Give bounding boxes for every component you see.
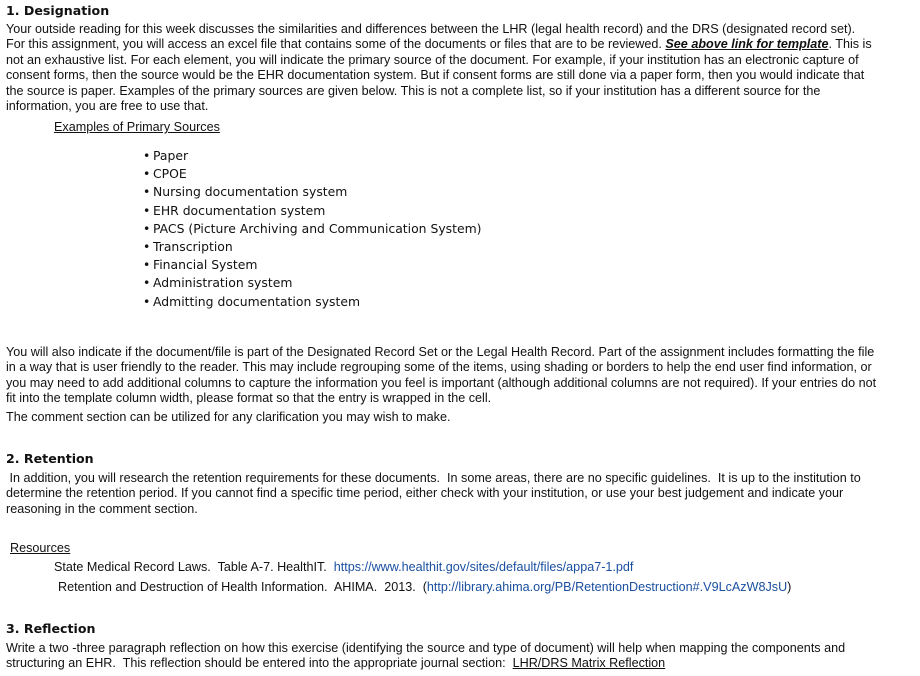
list-item [143,256,482,274]
primary-sources-list [143,147,482,311]
paragraph-line [6,656,911,671]
reflection-paragraph [6,641,911,672]
resource-citation: Retention and Destruction of Health Information. AHIMA. 2013. ( [58,580,427,594]
list-item-label: Admitting documentation system [153,293,361,309]
section-heading-designation: 1. Designation [6,3,110,18]
paragraph-line: You will also indicate if the document/file is part of the Designated Record Set or the Legal Health Record. Part of the assignment includes formatting the file [6,345,875,359]
paragraph-line: determine the retention period. If you cannot find a specific time period, either check with your institution, or use your best judgement and indicate your [6,486,844,501]
examples-title: Examples of Primary Sources [54,120,220,134]
bullet-icon: • [143,148,151,163]
resource-item [54,560,633,575]
paragraph-line [6,37,911,52]
bullet-icon: • [143,238,151,254]
list-item [143,274,482,292]
list-item [143,238,482,256]
designation-paragraph [6,22,911,114]
paragraph-line: the source is paper. Examples of the primary sources are given below. This is not a complete list, so if your institution has a different source for the [6,83,821,98]
paragraph-line: In addition, you will research the retention requirements for these documents. In some areas, there are no specific guidelines. It is up to the institution to [6,471,861,485]
list-item [143,165,482,183]
bullet-icon: • [143,220,151,236]
designation-paragraph-2 [6,345,911,425]
healthit-link[interactable]: https://www.healthit.gov/sites/default/files/appa7-1.pdf [333,560,634,574]
ahima-link[interactable]: http://library.ahima.org/PB/RetentionDestruction#.V9LcAzW8JsU [426,580,788,594]
resource-item [58,580,791,595]
paragraph-line: Write a two -three paragraph reflection on how this exercise (identifying the source and type of document) will help when mapping the components and [6,641,846,655]
list-item-label: Financial System [153,257,258,273]
section-heading-retention: 2. Retention [6,451,94,466]
paragraph-line: fit into the template column width, please format so that the entry is wrapped in the cell. [6,391,492,406]
list-item-label: Paper [153,148,189,163]
paragraph-text: structuring an EHR. This reflection should be entered into the appropriate journal section: [6,656,513,671]
list-item-label: Transcription [153,238,233,254]
resource-citation-close: ) [787,580,792,594]
list-item [143,220,482,238]
retention-paragraph [6,471,911,517]
paragraph-line: reasoning in the comment section. [6,501,198,516]
list-item [143,293,482,311]
list-item-label: CPOE [153,166,187,182]
resources-title: Resources [10,541,71,555]
bullet-icon: • [143,257,151,273]
list-item-label: EHR documentation system [153,202,326,218]
paragraph-line: The comment section can be utilized for any clarification you may wish to make. [6,409,451,424]
list-item-label: PACS (Picture Archiving and Communication System) [153,220,482,236]
list-item [143,183,482,201]
list-item [143,147,482,165]
paragraph-line: in a way that is user friendly to the reader. This may include regrouping some of the items, using shading or borders to help the end user find information, or [6,360,872,375]
template-link[interactable]: See above link for template [665,37,829,52]
list-item-label: Nursing documentation system [153,184,348,200]
journal-section-link[interactable]: LHR/DRS Matrix Reflection [512,656,666,671]
section-heading-reflection: 3. Reflection [6,621,96,636]
paragraph-line: Your outside reading for this week discusses the similarities and differences between the LHR (legal health record) and the DRS (designated record set). [6,22,856,36]
paragraph-line: not an exhaustive list. For each element, you will indicate the primary source of the document. For example, if your institution has an electronic capture of [6,52,859,67]
bullet-icon: • [143,275,151,291]
list-item [143,202,482,220]
paragraph-line: information, you are free to use that. [6,99,209,114]
resource-citation: State Medical Record Laws. Table A-7. HealthIT. [54,560,334,574]
bullet-icon: • [143,202,151,218]
bullet-icon: • [143,166,151,182]
paragraph-text: For this assignment, you will access an excel file that contains some of the documents or files that are to be reviewed. [6,37,666,52]
paragraph-line: you may need to add additional columns to capture the information you feel is important (although additional columns are not required). If your entries do not [6,375,877,390]
paragraph-line: consent forms, then the source would be the EHR documentation system. But if consent forms are still done via a paper form, then you would indicate that [6,68,865,83]
list-item-label: Administration system [153,275,293,291]
paragraph-text: . This is [828,37,872,52]
bullet-icon: • [143,184,151,200]
bullet-icon: • [143,293,151,309]
